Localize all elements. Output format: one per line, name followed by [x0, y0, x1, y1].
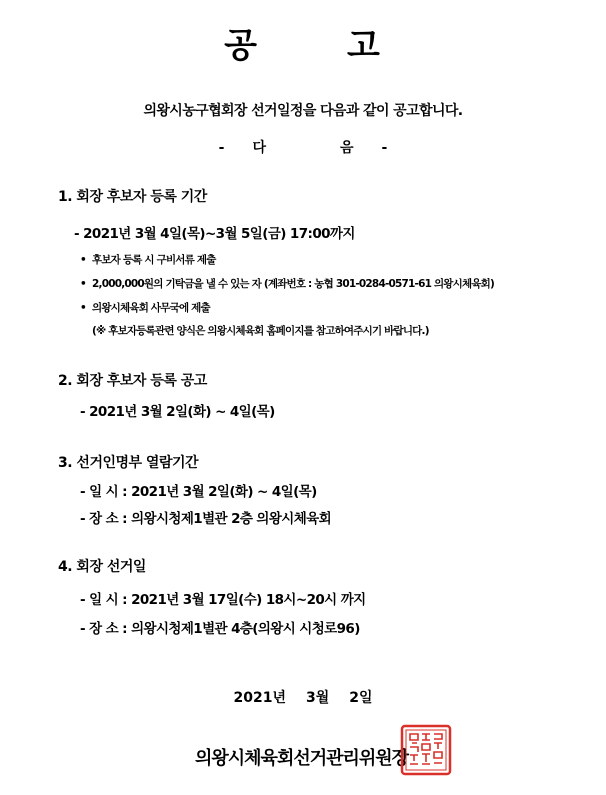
- official-seal-icon: [400, 724, 452, 776]
- section-3-line-1: - 일 시 : 2021년 3월 2일(화) ~ 4일(목): [80, 484, 317, 500]
- section-1-bullet-2: • 2,000,000원의 기탁금을 낼 수 있는 자 (계좌번호 : 농협 301-0284-0571-61 의왕시체육회): [80, 278, 495, 290]
- section-1-note: (※ 후보자등록관련 양식은 의왕시체육회 홈페이지를 참고하여주시기 바랍니다.): [92, 325, 429, 337]
- section-4-line-2: - 장 소 : 의왕시청제1별관 4층(의왕시 시청로96): [80, 621, 360, 637]
- section-1-bullet-1: • 후보자 등록 시 구비서류 제출: [80, 254, 216, 266]
- title-char-1: 공: [224, 26, 259, 66]
- document-date: [0, 687, 606, 707]
- title-char-2: 고: [347, 26, 382, 66]
- subheading-char-1: 다: [252, 140, 266, 156]
- date-year: 2021년: [233, 690, 286, 706]
- section-1-bullet-3: • 의왕시체육회 사무국에 제출: [80, 302, 210, 314]
- section-4-line-1: - 일 시 : 2021년 3월 17일(수) 18시~20시 까지: [80, 592, 366, 608]
- section-2-heading: 2. 회장 후보자 등록 공고: [58, 373, 207, 389]
- section-1-line-1: - 2021년 3월 4일(목)~3월 5일(금) 17:00까지: [74, 226, 355, 242]
- section-4-heading: 4. 회장 선거일: [58, 559, 146, 575]
- date-month: 3월: [305, 690, 330, 706]
- section-3-line-2: - 장 소 : 의왕시청제1별관 2층 의왕시체육회: [80, 511, 332, 527]
- subheading-dash-right: -: [381, 140, 388, 156]
- subheading: [0, 137, 606, 157]
- issuer-name: 의왕시체육회선거관리위원장: [195, 748, 409, 769]
- section-3-heading: 3. 선거인명부 열람기간: [58, 455, 199, 471]
- document-title: [0, 18, 606, 67]
- subheading-dash-left: -: [218, 140, 225, 156]
- date-day: 2일: [349, 690, 373, 706]
- section-1-heading: 1. 회장 후보자 등록 기간: [58, 189, 207, 205]
- intro-text: 의왕시농구협회장 선거일정을 다음과 같이 공고합니다.: [143, 103, 463, 119]
- subheading-char-2: 음: [340, 140, 354, 156]
- section-2-line-1: - 2021년 3월 2일(화) ~ 4일(목): [80, 404, 275, 420]
